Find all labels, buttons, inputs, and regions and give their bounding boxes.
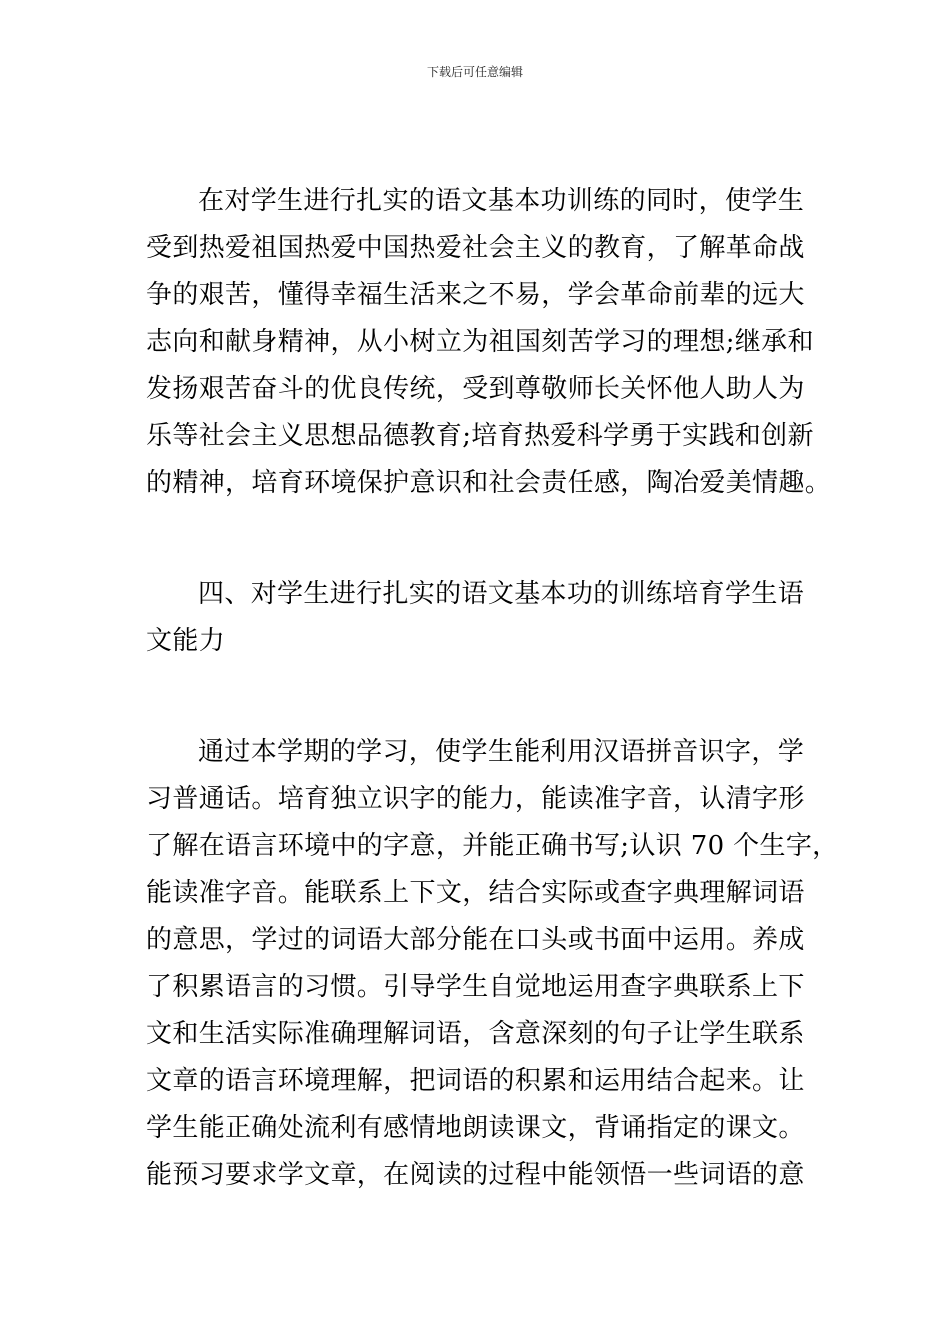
text-line: 了积累语言的习惯。引导学生自觉地运用查字典联系上下 <box>146 972 805 1002</box>
paragraph-spacer <box>146 507 810 571</box>
text-line: 乐等社会主义思想品德教育;培育热爱科学勇于实践和创新 <box>146 421 814 451</box>
text-line: 发扬艰苦奋斗的优良传统，受到尊敬师长关怀他人助人为 <box>146 374 805 404</box>
text-line: 志向和献身精神，从小树立为祖国刻苦学习的理想;继承和 <box>146 327 814 357</box>
text-line: 能预习要求学文章，在阅读的过程中能领悟一些词语的意 <box>146 1160 805 1190</box>
text-line: 的意思，学过的词语大部分能在口头或书面中运用。养成 <box>146 925 805 955</box>
paragraph-moral-education <box>146 178 832 507</box>
text-line: 的精神，培育环境保护意识和社会责任感，陶冶爱美情趣。 <box>146 468 832 498</box>
text-line: 文能力 <box>146 626 226 656</box>
text-line: 通过本学期的学习，使学生能利用汉语拼音识字，学 <box>198 737 805 767</box>
document-body <box>146 178 839 1199</box>
page-header: 下载后可任意编辑 <box>426 65 523 79</box>
text-line: 学生能正确处流利有感情地朗读课文，背诵指定的课文。 <box>146 1113 805 1143</box>
paragraph-semester-goals <box>146 729 839 1199</box>
text-line: 习普通话。培育独立识字的能力，能读准字音，认清字形 <box>146 784 805 814</box>
text-line: 了解在语言环境中的字意，并能正确书写;认识 70 个生字， <box>146 831 839 861</box>
text-line: 受到热爱祖国热爱中国热爱社会主义的教育，了解革命战 <box>146 233 805 263</box>
section-heading-four <box>146 571 810 665</box>
text-line: 四、对学生进行扎实的语文基本功的训练培育学生语 <box>198 579 805 609</box>
text-line: 争的艰苦，懂得幸福生活来之不易，学会革命前辈的远大 <box>146 280 805 310</box>
text-line: 在对学生进行扎实的语文基本功训练的同时，使学生 <box>198 186 805 216</box>
text-line: 能读准字音。能联系上下文，结合实际或查字典理解词语 <box>146 878 805 908</box>
text-line: 文和生活实际准确理解词语，含意深刻的句子让学生联系 <box>146 1019 805 1049</box>
text-line: 文章的语言环境理解，把词语的积累和运用结合起来。让 <box>146 1066 805 1096</box>
paragraph-spacer <box>146 665 810 729</box>
